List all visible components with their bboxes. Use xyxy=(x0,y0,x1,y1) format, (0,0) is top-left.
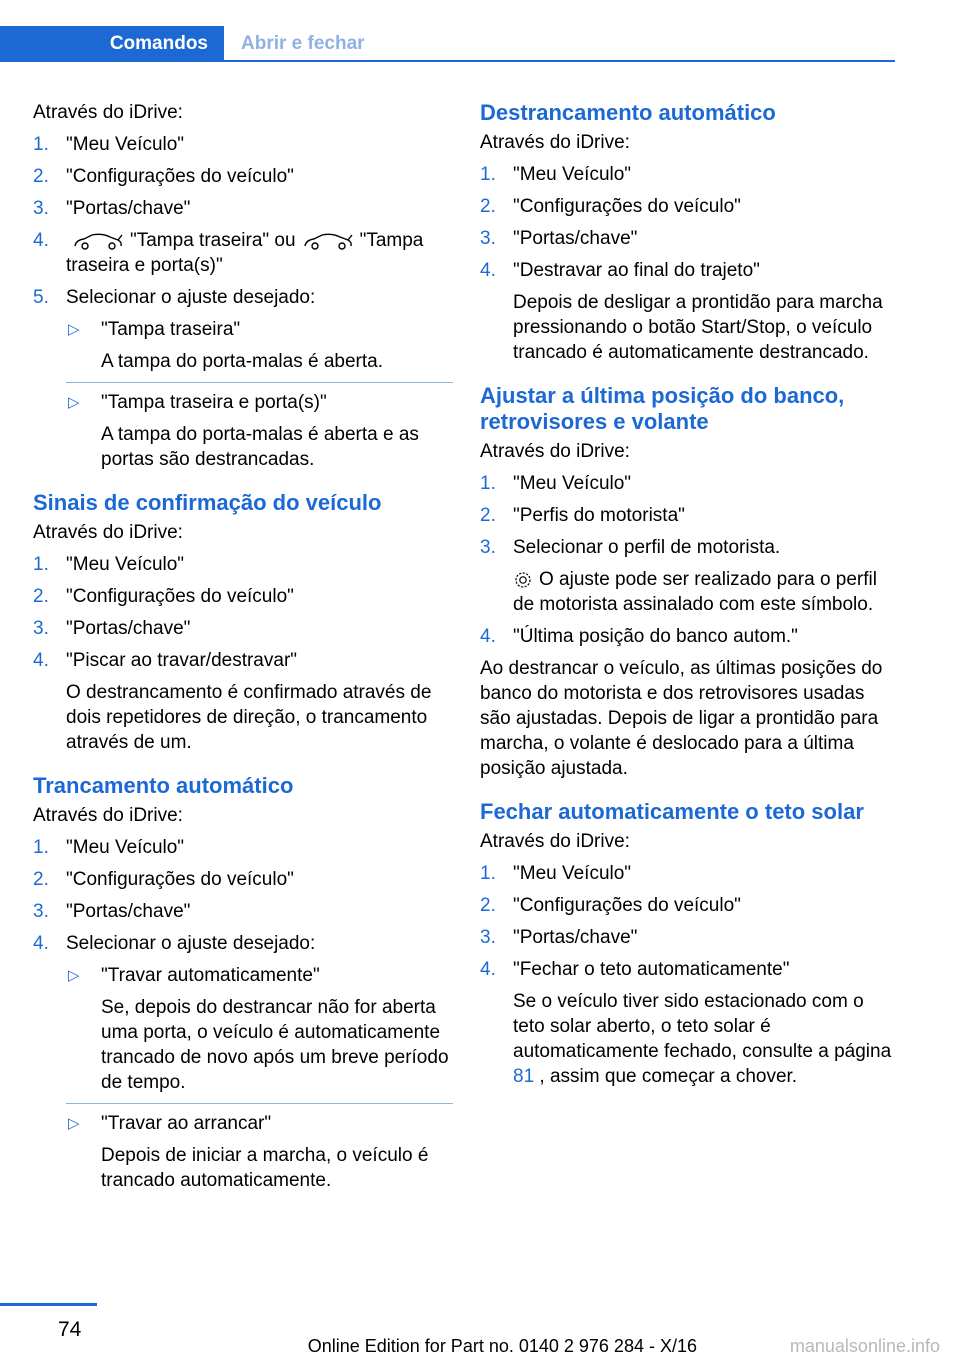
list-item xyxy=(33,899,453,924)
intro-text: Através do iDrive: xyxy=(33,522,183,543)
chapter-header xyxy=(0,26,895,62)
step-text: Selecionar o perfil de motorista. xyxy=(513,537,781,558)
steps-list xyxy=(33,552,453,755)
step-number: 4. xyxy=(33,650,49,671)
option-text: Depois de iniciar a marcha, o veículo é trancado automaticamente. xyxy=(101,1145,429,1191)
section-heading: Sinais de confirmação do veículo xyxy=(33,490,382,515)
step-number: 3. xyxy=(480,537,496,558)
step-text: "Meu Veículo" xyxy=(66,134,185,155)
step-number: 4. xyxy=(33,230,49,251)
list-item xyxy=(480,162,900,187)
step-number: 2. xyxy=(480,505,496,526)
step-text: "Destravar ao final do trajeto" xyxy=(513,260,760,281)
option-title: "Tampa traseira e porta(s)" xyxy=(101,392,327,413)
step-text: Selecionar o ajuste desejado: xyxy=(66,933,316,954)
list-item xyxy=(33,285,453,472)
option-list xyxy=(66,963,453,1193)
step-text: "Configurações do veículo" xyxy=(66,166,294,187)
bullet-triangle-icon: ▷ xyxy=(68,1115,80,1132)
step-description-text: , assim que começar a chover. xyxy=(539,1066,798,1087)
section-heading: Ajustar a última posição do banco, retrovisores e volante xyxy=(480,383,845,434)
step-number: 3. xyxy=(33,198,49,219)
intro-text: Através do iDrive: xyxy=(480,441,630,462)
body-paragraph: Ao destrancar o veículo, as últimas posições do banco do motorista e dos retrovisores usadas são ajustadas. Depois de ligar a prontidão para marcha, o volante é deslocado para a última posição ajustada. xyxy=(480,658,883,779)
page-link[interactable]: 81 xyxy=(513,1066,535,1087)
step-number: 2. xyxy=(480,895,496,916)
bullet-triangle-icon: ▷ xyxy=(68,394,80,411)
step-description: O destrancamento é confirmado através de dois repetidores de direção, o trancamento através de um. xyxy=(66,682,432,753)
list-item xyxy=(480,925,900,950)
step-text: "Tampa traseira" ou xyxy=(130,230,296,251)
step-number: 3. xyxy=(480,927,496,948)
list-item xyxy=(480,471,900,496)
step-description xyxy=(513,989,900,1089)
step-text: "Portas/chave" xyxy=(66,198,191,219)
list-item xyxy=(33,228,453,278)
option-item xyxy=(66,317,453,383)
intro-text: Através do iDrive: xyxy=(480,831,630,852)
step-number: 1. xyxy=(33,134,49,155)
step-text: "Configurações do veículo" xyxy=(66,586,294,607)
list-item xyxy=(33,931,453,1193)
list-item xyxy=(480,957,900,1089)
steps-list xyxy=(480,861,900,1089)
list-item xyxy=(480,194,900,219)
list-item xyxy=(480,503,900,528)
list-item xyxy=(480,893,900,918)
step-number: 3. xyxy=(33,901,49,922)
step-description xyxy=(513,567,900,617)
step-number: 2. xyxy=(33,869,49,890)
intro-text: Através do iDrive: xyxy=(33,102,183,123)
list-item xyxy=(33,164,453,189)
step-number: 2. xyxy=(33,586,49,607)
list-item xyxy=(33,132,453,157)
step-number: 4. xyxy=(480,626,496,647)
intro-text: Através do iDrive: xyxy=(480,132,630,153)
list-item xyxy=(480,258,900,365)
section-heading: Destrancamento automático xyxy=(480,100,776,125)
car-tailgate-icon xyxy=(72,231,124,251)
list-item xyxy=(33,835,453,860)
edition-text: Online Edition for Part no. 0140 2 976 284 - X/16 xyxy=(307,1336,697,1356)
watermark: manualsonline.info xyxy=(789,1336,940,1356)
step-number: 3. xyxy=(33,618,49,639)
step-description-text: Se o veículo tiver sido estacionado com o teto solar aberto, o teto solar é automaticamente fechado, consulte a página xyxy=(513,991,892,1062)
step-number: 4. xyxy=(480,260,496,281)
list-item xyxy=(33,867,453,892)
option-text: Se, depois do destrancar não for aberta uma porta, o veículo é automaticamente trancado de novo após um breve período de tempo. xyxy=(101,997,449,1093)
step-number: 1. xyxy=(480,164,496,185)
step-number: 1. xyxy=(33,554,49,575)
list-item xyxy=(33,648,453,755)
step-text: "Perfis do motorista" xyxy=(513,505,685,526)
page-number: 74 xyxy=(58,1318,82,1341)
option-text: A tampa do porta-malas é aberta e as portas são destrancadas. xyxy=(101,424,419,470)
step-text: "Meu Veículo" xyxy=(66,554,185,575)
list-item xyxy=(480,861,900,886)
step-number: 1. xyxy=(480,473,496,494)
option-title: "Travar automaticamente" xyxy=(101,965,320,986)
step-text: "Portas/chave" xyxy=(66,618,191,639)
list-item xyxy=(480,535,900,617)
header-divider xyxy=(224,60,895,62)
right-column xyxy=(480,100,900,1096)
step-text: "Configurações do veículo" xyxy=(513,196,741,217)
bullet-triangle-icon: ▷ xyxy=(68,967,80,984)
list-item xyxy=(480,624,900,649)
tab-comandos[interactable]: Comandos xyxy=(0,26,224,62)
step-text: "Meu Veículo" xyxy=(513,473,632,494)
step-number: 5. xyxy=(33,287,49,308)
list-item xyxy=(33,584,453,609)
step-text: "Tampa traseira e porta(s)" xyxy=(66,230,424,276)
option-title: "Travar ao arrancar" xyxy=(101,1113,272,1134)
option-text: A tampa do porta-malas é aberta. xyxy=(101,351,383,372)
list-item xyxy=(33,616,453,641)
list-item xyxy=(33,196,453,221)
step-number: 2. xyxy=(480,196,496,217)
step-number: 4. xyxy=(33,933,49,954)
step-number: 4. xyxy=(480,959,496,980)
list-item xyxy=(33,552,453,577)
list-item xyxy=(480,226,900,251)
step-text: "Meu Veículo" xyxy=(513,863,632,884)
option-item xyxy=(66,1111,453,1193)
step-text: "Última posição do banco autom." xyxy=(513,626,798,647)
left-column xyxy=(33,100,453,1200)
step-text: "Piscar ao travar/destravar" xyxy=(66,650,298,671)
step-text: "Configurações do veículo" xyxy=(513,895,741,916)
step-description: Depois de desligar a prontidão para marcha pressionando o botão Start/Stop, o veículo trancado é automaticamente destrancado. xyxy=(513,292,883,363)
option-title: "Tampa traseira" xyxy=(101,319,241,340)
tab-abrir-e-fechar[interactable]: Abrir e fechar xyxy=(241,33,365,54)
step-text: "Fechar o teto automaticamente" xyxy=(513,959,790,980)
section-heading: Fechar automaticamente o teto solar xyxy=(480,799,864,824)
step-description-text: O ajuste pode ser realizado para o perfil de motorista assinalado com este símbolo. xyxy=(513,569,877,615)
step-number: 2. xyxy=(33,166,49,187)
option-item xyxy=(66,963,453,1104)
profile-gear-icon xyxy=(513,570,533,590)
step-text: "Portas/chave" xyxy=(513,927,638,948)
footer-rule xyxy=(0,1303,97,1306)
step-text: "Meu Veículo" xyxy=(66,837,185,858)
steps-list xyxy=(33,132,453,472)
car-tailgate-doors-icon xyxy=(302,231,354,251)
option-list xyxy=(66,317,453,472)
step-text: "Configurações do veículo" xyxy=(66,869,294,890)
step-text: "Meu Veículo" xyxy=(513,164,632,185)
option-item xyxy=(66,390,453,472)
step-text: "Portas/chave" xyxy=(66,901,191,922)
steps-list xyxy=(33,835,453,1193)
step-text: Selecionar o ajuste desejado: xyxy=(66,287,316,308)
intro-text: Através do iDrive: xyxy=(33,805,183,826)
step-number: 3. xyxy=(480,228,496,249)
section-heading: Trancamento automático xyxy=(33,773,294,798)
steps-list xyxy=(480,471,900,649)
bullet-triangle-icon: ▷ xyxy=(68,321,80,338)
steps-list xyxy=(480,162,900,365)
step-text: "Portas/chave" xyxy=(513,228,638,249)
step-number: 1. xyxy=(480,863,496,884)
step-number: 1. xyxy=(33,837,49,858)
